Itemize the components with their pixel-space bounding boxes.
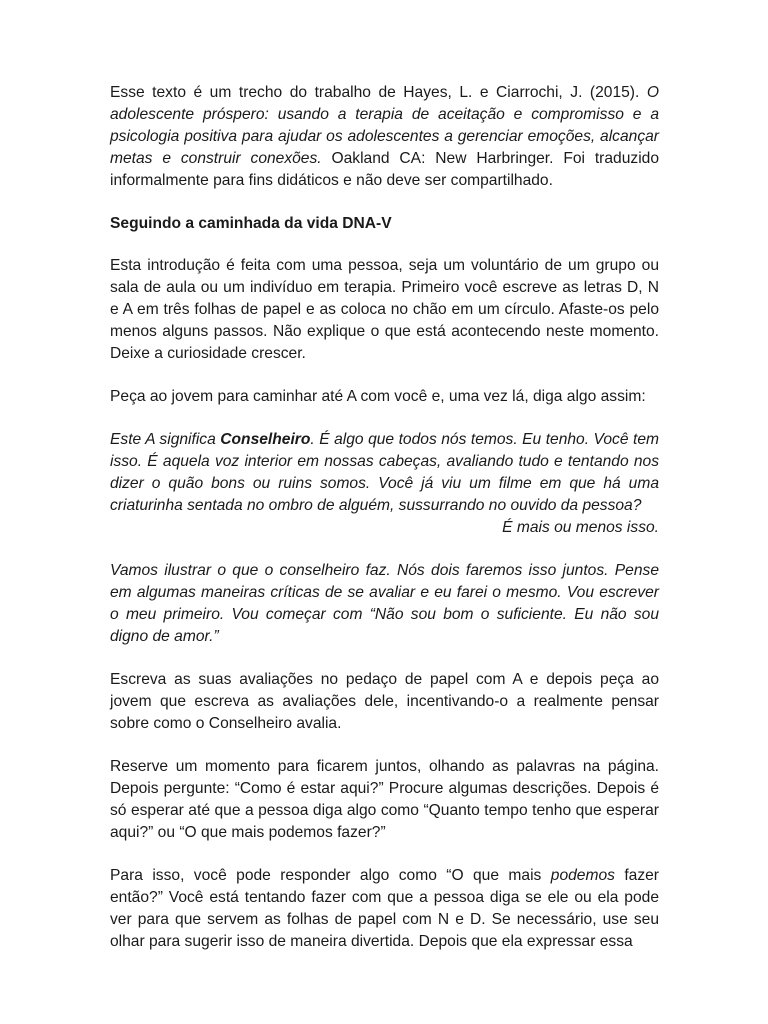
respond-text-end: fazer então?” Você está tentando fazer com que a pessoa diga se ele ou ela pode ver para que servem as folhas de papel com N e D. Se necessário, use seu olhar para sugerir isso de maneira divertida. Depois que ela expressar essa (110, 867, 659, 950)
section-heading: Seguindo a caminhada da vida DNA-V (110, 215, 392, 232)
paragraph-reflect: Reserve um momento para ficarem juntos, olhando as palavras na página. Depois pergunte: “Como é estar aqui?” Procure algumas descrições. Depois é só esperar até que a pessoa diga algo como “Quanto tempo tenho que esperar aqui?” ou “O que mais podemos fazer?” (110, 758, 659, 841)
intro-text: Esse texto é um trecho do trabalho de Hayes, L. e Ciarrochi, J. (2015). (110, 84, 647, 101)
intro-text-end: Oakland CA: New Harbringer. Foi traduzido informalmente para fins didáticos e não deve ser compartilhado. (110, 150, 660, 189)
advisor-text: Este A significa (110, 431, 221, 448)
paragraph-respond (110, 865, 659, 953)
advisor-text-cont: . É algo que todos nós temos. Eu tenho. Você tem isso. É aquela voz interior em nossas cabeças, avaliando tudo e tentando nos dizer o quão bons ou ruins somos. Você já viu um filme em que há uma criaturinha sentada no ombro de alguém, sussurrando no ouvido da pessoa? (110, 431, 660, 514)
respond-emphasis: podemos (550, 867, 615, 884)
document-page (110, 82, 659, 974)
book-title: O adolescente próspero: usando a terapia de aceitação e compromisso e a psicologia positiva para ajudar os adolescentes a gerenciar emoções, alcançar metas e construir conexões. (110, 84, 659, 167)
paragraph-walk: Peça ao jovem para caminhar até A com você e, uma vez lá, diga algo assim: (110, 388, 646, 405)
respond-text: Para isso, você pode responder algo como “O que mais (110, 867, 551, 884)
paragraph-advisor (110, 429, 659, 539)
paragraph-setup: Esta introdução é feita com uma pessoa, seja um voluntário de um grupo ou sala de aula ou um indivíduo em terapia. Primeiro você escreve as letras D, N e A em três folhas de papel e as coloca no chão em um círculo. Afaste-os pelo menos alguns passos. Não explique o que está acontecendo neste momento. Deixe a curiosidade crescer. (110, 257, 659, 362)
intro-paragraph (110, 82, 659, 192)
advisor-text-end: É mais ou menos isso. (502, 519, 659, 536)
paragraph-illustrate: Vamos ilustrar o que o conselheiro faz. Nós dois faremos isso juntos. Pense em algumas maneiras críticas de se avaliar e eu farei o mesmo. Vou escrever o meu primeiro. Vou começar com “Não sou bom o suficiente. Eu não sou digno de amor.” (110, 562, 659, 645)
advisor-term: Conselheiro (220, 431, 311, 448)
paragraph-write: Escreva as suas avaliações no pedaço de papel com A e depois peça ao jovem que escreva as avaliações dele, incentivando-o a realmente pensar sobre como o Conselheiro avalia. (110, 671, 659, 732)
